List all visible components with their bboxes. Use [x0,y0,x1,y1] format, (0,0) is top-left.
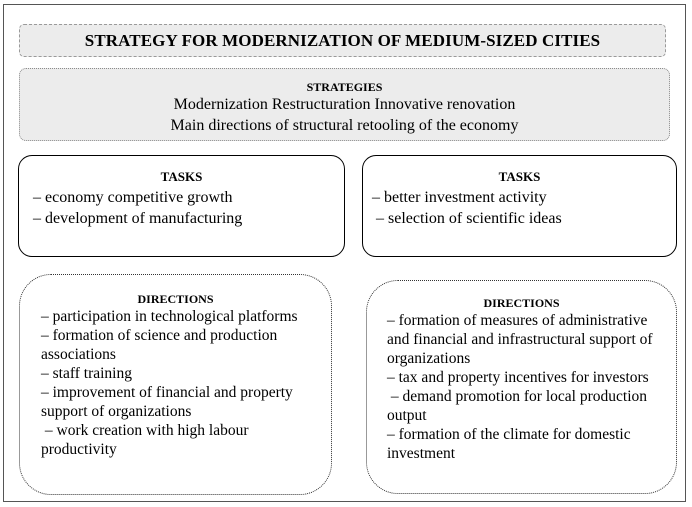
list-item: – tax and property incentives for investors [387,369,649,386]
directions-left-heading: DIRECTIONS [137,292,214,306]
tasks-right-list [363,187,676,229]
strategies-heading: STRATEGIES [306,80,383,94]
directions-left-list [20,307,331,459]
list-item: – work creation with high labour productivity [41,422,249,458]
list-item: – formation of measures of administrative and financial and infrastructural support of organizations [387,312,653,367]
tasks-left-list [19,187,344,229]
list-item: – development of manufacturing [33,210,243,227]
list-item: – economy competitive growth [33,189,233,206]
tasks-right-heading: TASKS [498,169,541,184]
directions-right-heading: DIRECTIONS [483,296,560,310]
list-item: – formation of the climate for domestic investment [387,426,631,462]
list-item: – better investment activity [372,189,547,206]
list-item: – formation of science and production associations [41,327,278,363]
list-item: – selection of scientific ideas [372,210,562,227]
tasks-right-box [362,155,677,257]
list-item: – staff training [41,365,132,382]
directions-right-list [367,311,676,463]
diagram-title: STRATEGY FOR MODERNIZATION OF MEDIUM-SIZED CITIES [84,30,601,50]
strategies-line-1: Modernization Restructuration Innovative renovation [173,96,516,113]
directions-left-box [19,274,332,495]
strategies-box [19,68,670,141]
tasks-left-heading: TASKS [160,169,203,184]
list-item: – participation in technological platforms [41,308,298,325]
directions-right-box [366,280,677,494]
tasks-left-box [18,155,345,257]
strategies-line-2: Main directions of structural retooling of the economy [170,117,519,134]
list-item: – improvement of financial and property support of organizations [41,384,293,420]
list-item: – demand promotion for local production output [387,388,647,424]
title-box [19,24,666,57]
